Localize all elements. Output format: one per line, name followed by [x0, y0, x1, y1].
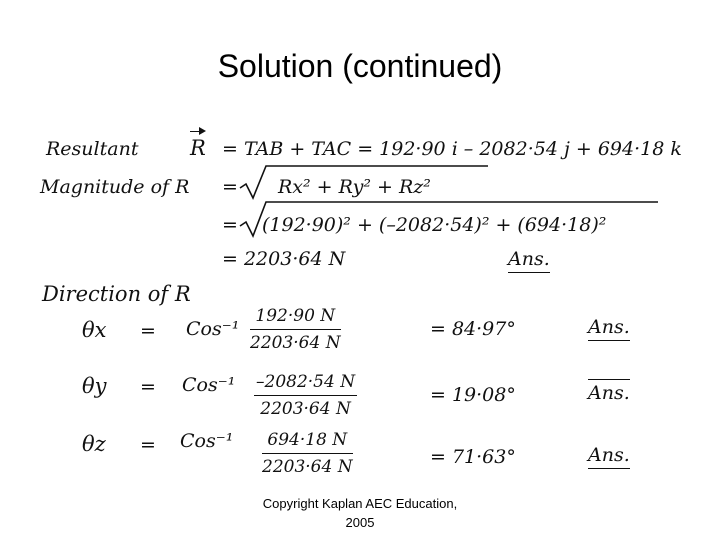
resultant-r-vector: R — [190, 136, 206, 160]
magnitude-line2-equals: = — [222, 214, 238, 236]
magnitude-line1-equals: = — [222, 176, 238, 198]
theta-x-fraction — [250, 306, 341, 353]
theta-x-equals: = — [140, 320, 156, 342]
theta-z-fraction — [262, 430, 353, 477]
magnitude-result: = 2203·64 N — [222, 248, 346, 270]
theta-z-denominator: 2203·64 N — [262, 457, 353, 477]
direction-label: Direction of R — [42, 282, 191, 306]
theta-x-cos: Cos⁻¹ — [186, 318, 240, 340]
magnitude-label: Magnitude of R — [40, 176, 190, 198]
copyright-line-1: Copyright Kaplan AEC Education, — [262, 496, 458, 511]
slide-title: Solution (continued) — [217, 48, 503, 84]
theta-y-numerator: –2082·54 N — [254, 372, 357, 396]
magnitude-ans-text: Ans. — [508, 248, 550, 273]
theta-y-equals: = — [140, 376, 156, 398]
theta-z-numerator: 694·18 N — [262, 430, 353, 454]
theta-z-ans-text: Ans. — [588, 444, 630, 469]
theta-z-label: θz — [82, 432, 106, 456]
theta-z-result: = 71·63° — [430, 446, 516, 468]
theta-z-cos: Cos⁻¹ — [180, 430, 234, 452]
theta-z-ans — [588, 444, 630, 466]
theta-x-ans-text: Ans. — [588, 316, 630, 341]
resultant-label: Resultant — [46, 138, 139, 160]
magnitude-line2-radicand: (192·90)² + (–2082·54)² + (694·18)² — [262, 214, 607, 236]
copyright-line-2: 2005 — [345, 515, 375, 530]
magnitude-ans — [508, 248, 550, 270]
theta-x-denominator: 2203·64 N — [250, 333, 341, 353]
theta-x-result: = 84·97° — [430, 318, 516, 340]
theta-x-ans — [588, 316, 630, 338]
theta-y-ans-text: Ans. — [588, 379, 630, 404]
theta-x-numerator: 192·90 N — [250, 306, 341, 330]
resultant-symbol — [190, 136, 206, 160]
theta-y-label: θy — [82, 374, 107, 398]
theta-z-equals: = — [140, 434, 156, 456]
theta-y-ans — [588, 382, 630, 404]
copyright-footer — [0, 494, 720, 532]
theta-y-result: = 19·08° — [430, 384, 516, 406]
theta-x-label: θx — [82, 318, 107, 342]
resultant-equation: = TAB + TAC = 192·90 i – 2082·54 j + 694·18 k — [222, 138, 682, 160]
theta-y-cos: Cos⁻¹ — [182, 374, 236, 396]
theta-y-fraction — [254, 372, 357, 419]
magnitude-line1-radicand: Rx² + Ry² + Rz² — [278, 176, 431, 198]
theta-y-denominator: 2203·64 N — [260, 399, 351, 419]
